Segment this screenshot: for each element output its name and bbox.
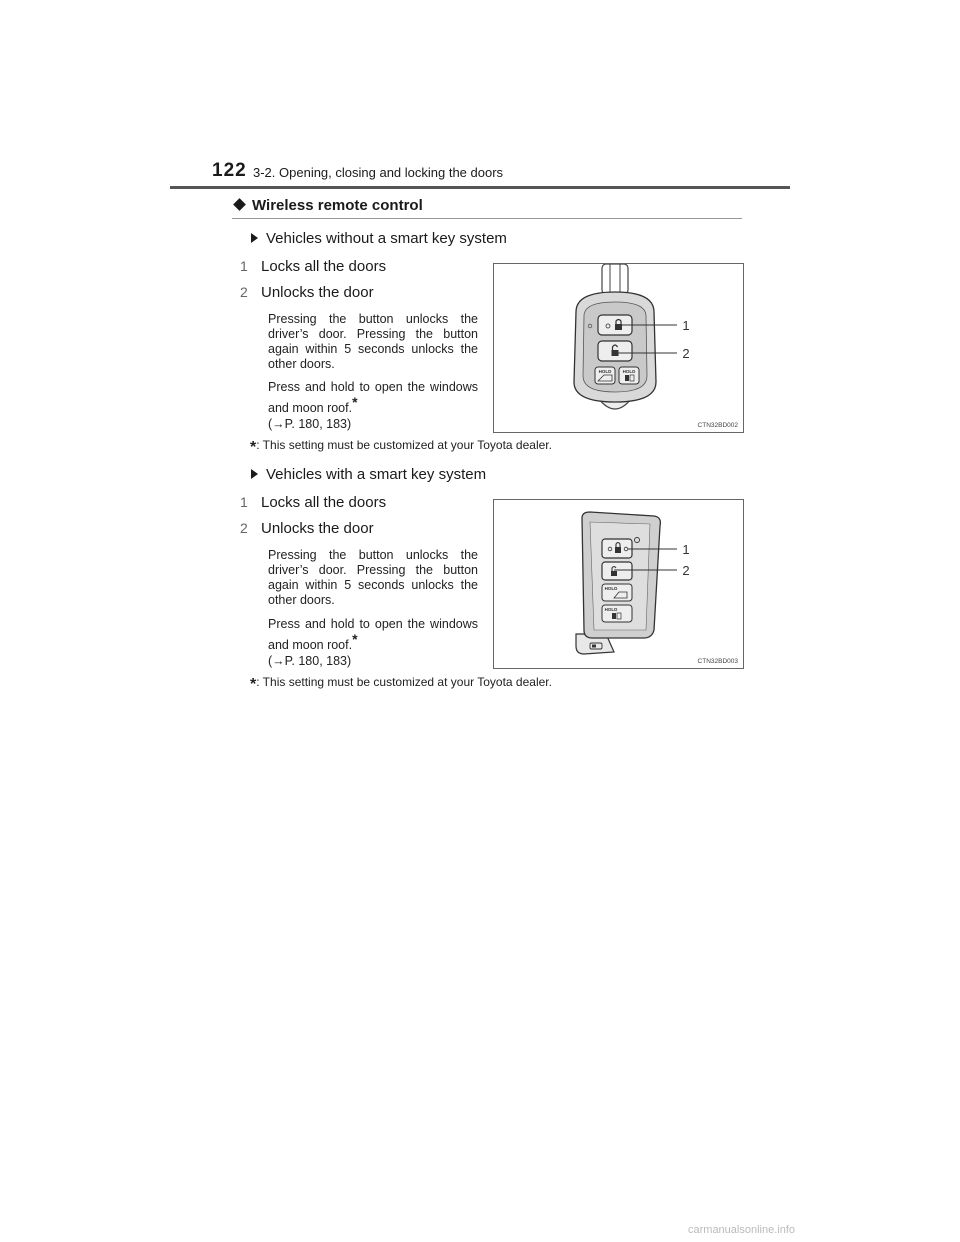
callout-2: 2: [682, 563, 690, 578]
item-number: 1: [240, 494, 248, 510]
group-heading-text: Vehicles without a smart key system: [266, 230, 507, 247]
group-heading-no-smart-key: [251, 230, 507, 247]
smart-key-illustration: [494, 500, 743, 668]
hold-text: Press and hold to open the windows and moon roof.: [268, 617, 478, 652]
figure-code: CTN32BD003: [697, 658, 738, 665]
footer-watermark: carmanualsonline.info: [688, 1224, 796, 1236]
figure-code: CTN32BD002: [697, 422, 738, 429]
description-hold: [268, 617, 478, 653]
page-reference: (→P. 180, 183): [268, 654, 352, 668]
header-rule: [170, 186, 790, 189]
callout-1: 1: [682, 318, 690, 333]
hold-label: HOLD: [604, 607, 618, 612]
item-label: Locks all the doors: [261, 494, 387, 511]
footnote-star-icon: *: [250, 439, 257, 456]
item-label: Unlocks the door: [261, 520, 374, 537]
triangle-bullet-icon: [251, 233, 258, 243]
remote-key-illustration: [494, 264, 743, 432]
callout-1: 1: [682, 542, 690, 557]
section-rule: [232, 218, 742, 219]
item-label: Unlocks the door: [261, 284, 374, 301]
item-number: 1: [240, 258, 248, 274]
figure-remote-smart-key: [493, 499, 744, 669]
footnote-text: : This setting must be customized at your Toyota dealer.: [256, 438, 552, 452]
list-item: [240, 258, 386, 275]
hold-label: HOLD: [622, 369, 636, 374]
section-title: [232, 197, 423, 214]
description-unlock: Pressing the button unlocks the driver’s door. Pressing the button again within 5 seconds unlocks the other doors.: [268, 548, 478, 607]
hold-text: Press and hold to open the windows and moon roof.: [268, 380, 478, 415]
section-title-text: Wireless remote control: [252, 197, 423, 214]
description-hold: [268, 380, 478, 416]
hold-label: HOLD: [598, 369, 612, 374]
figure-remote-no-smart-key: [493, 263, 744, 433]
footnote-star-icon: *: [352, 631, 358, 647]
footnote: [250, 438, 552, 457]
callout-2: 2: [682, 346, 690, 361]
page-number: 122: [212, 160, 247, 181]
hold-label: HOLD: [604, 586, 618, 591]
footnote: [250, 675, 552, 694]
item-number: 2: [240, 284, 248, 300]
list-item: [240, 520, 374, 537]
list-item: [240, 284, 374, 301]
diamond-bullet-icon: [233, 198, 246, 211]
list-item: [240, 494, 386, 511]
description-unlock: Pressing the button unlocks the driver’s door. Pressing the button again within 5 seconds unlocks the other doors.: [268, 312, 478, 371]
group-heading-smart-key: [251, 466, 486, 483]
item-number: 2: [240, 520, 248, 536]
triangle-bullet-icon: [251, 469, 258, 479]
item-label: Locks all the doors: [261, 258, 387, 275]
chapter-header: 3-2. Opening, closing and locking the doors: [253, 165, 504, 180]
footnote-star-icon: *: [250, 676, 257, 693]
group-heading-text: Vehicles with a smart key system: [266, 466, 487, 483]
footnote-star-icon: *: [352, 394, 358, 410]
footnote-text: : This setting must be customized at your Toyota dealer.: [256, 675, 552, 689]
page-reference: (→P. 180, 183): [268, 417, 352, 431]
